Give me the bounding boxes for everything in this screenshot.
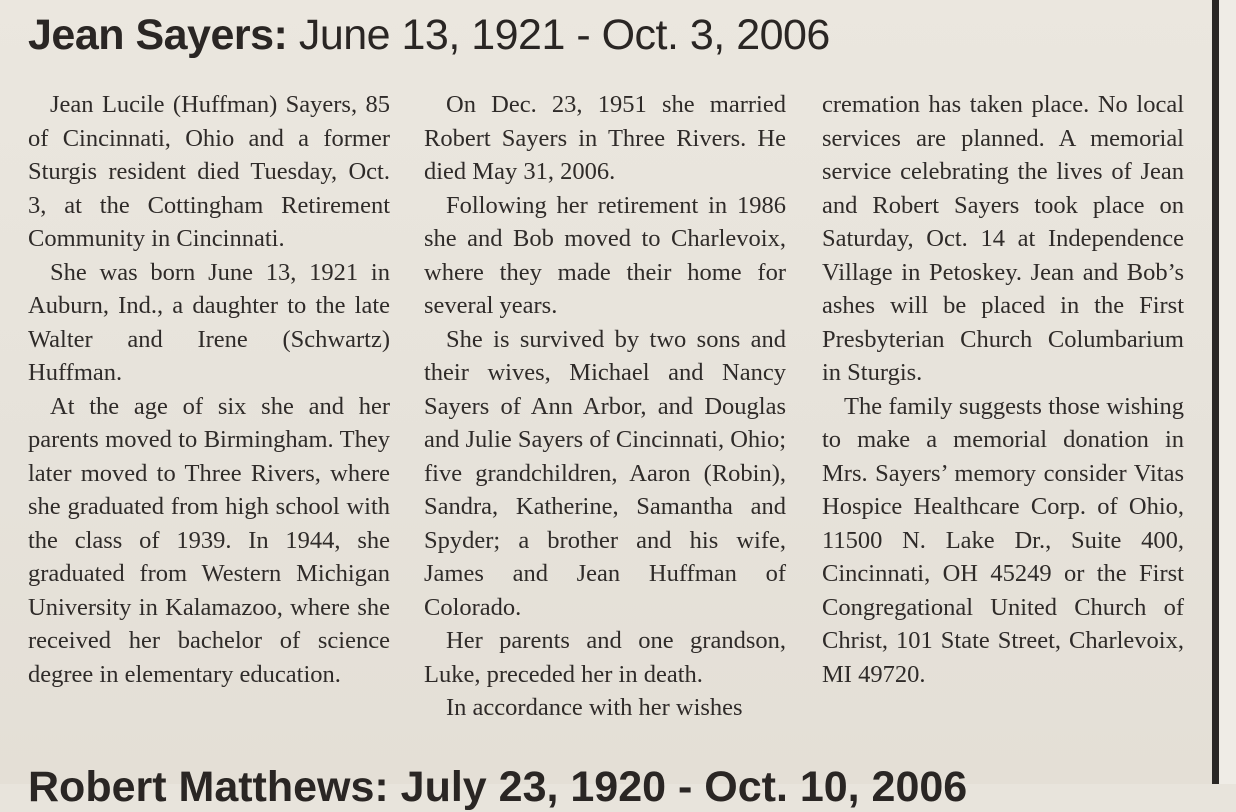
- headline-name: Jean Sayers:: [28, 11, 288, 59]
- headline-dates: June 13, 1921 - Oct. 3, 2006: [298, 11, 830, 59]
- column-3: [822, 88, 1184, 691]
- paragraph: Jean Lucile (Huffman) Sayers, 85 of Cincinnati, Ohio and a former Sturgis resident died Tuesday, Oct. 3, at the Cottingham Retirement Community in Cincinnati.: [28, 91, 390, 252]
- column-2: [424, 88, 786, 725]
- paragraph: Following her retirement in 1986 she and Bob moved to Charlevoix, where they made their home for several years.: [424, 191, 786, 319]
- paragraph: On Dec. 23, 1951 she married Robert Sayers in Three Rivers. He died May 31, 2006.: [424, 91, 786, 185]
- paragraph: The family suggests those wishing to make a memorial donation in Mrs. Sayers’ memory consider Vitas Hospice Healthcare Corp. of Ohio, 11500 N. Lake Dr., Suite 400, Cincinnati, OH 45249 or the First Congregational United Church of Christ, 101 State Street, Charlevoix, MI 49720.: [822, 392, 1184, 688]
- paragraph: In accordance with her wishes: [446, 694, 743, 721]
- paragraph: Her parents and one grandson, Luke, preceded her in death.: [424, 627, 786, 688]
- column-rule: [1212, 0, 1219, 784]
- paragraph: At the age of six she and her parents moved to Birmingham. They later moved to Three Rivers, where she graduated from high school with the class of 1939. In 1944, she graduated from Western Michigan University in Kalamazoo, where she received her bachelor of science degree in elementary education.: [28, 392, 390, 688]
- paragraph: She was born June 13, 1921 in Auburn, Ind., a daughter to the late Walter and Irene (Schwartz) Huffman.: [28, 258, 390, 386]
- obituary-headline: [28, 6, 830, 64]
- paragraph: She is survived by two sons and their wives, Michael and Nancy Sayers of Ann Arbor, and Douglas and Julie Sayers of Cincinnati, Ohio; five grandchildren, Aaron (Robin), Sandra, Katherine, Samantha and Spyder; a brother and his wife, James and Jean Huffman of Colorado.: [424, 325, 786, 621]
- next-obituary-headline: Robert Matthews: July 23, 1920 - Oct. 10, 2006: [28, 763, 968, 811]
- page-margin: [1219, 0, 1236, 784]
- column-1: [28, 88, 390, 691]
- paragraph: cremation has taken place. No local services are planned. A memorial service celebrating the lives of Jean and Robert Sayers took place on Saturday, Oct. 14 at Independence Village in Petoskey. Jean and Bob’s ashes will be placed in the First Presbyterian Church Columbarium in Sturgis.: [822, 91, 1184, 386]
